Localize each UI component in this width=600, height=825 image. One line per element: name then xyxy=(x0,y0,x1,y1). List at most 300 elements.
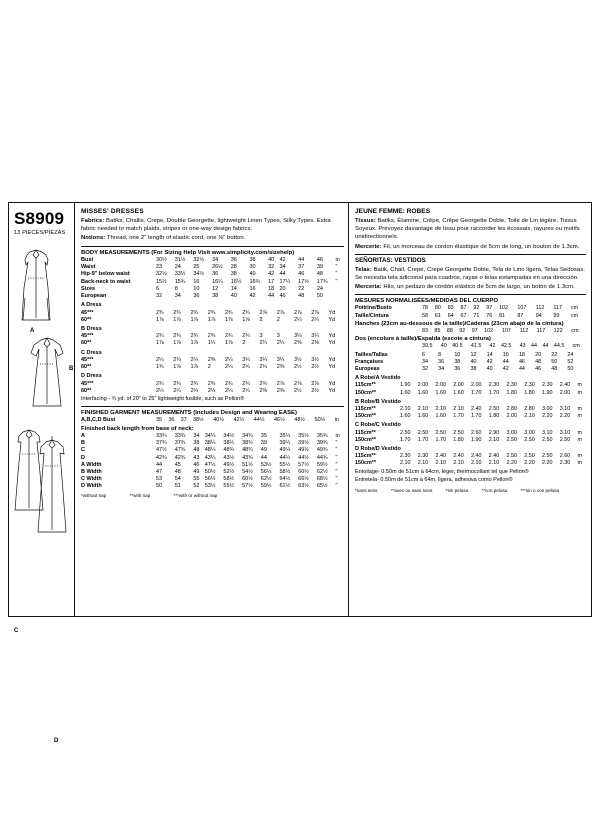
cell-unit: Yd xyxy=(328,333,336,340)
cell: 20 xyxy=(535,351,542,358)
row-label: European xyxy=(81,293,107,300)
cell: 2¼ xyxy=(225,387,233,394)
cell: 2.10 xyxy=(435,406,446,413)
cell: 14 xyxy=(486,351,493,358)
cell: 3½ xyxy=(294,356,302,363)
cell: 2⅜ xyxy=(294,340,302,347)
cell: 42 xyxy=(502,365,509,372)
cell: 42.5 xyxy=(500,342,512,349)
line-drawing-b xyxy=(27,336,74,412)
cell: 2⅜ xyxy=(311,340,319,347)
interfacing-note: Interfacing - ¾ yd. of 20" to 25" lightweight fusible, such as Pellon® xyxy=(81,395,245,402)
cell: 1.70 xyxy=(471,389,482,396)
cell-unit: in xyxy=(335,433,340,440)
cell: 2¾ xyxy=(207,333,216,340)
cell: 3¼ xyxy=(294,333,302,340)
row-label: Poitrine/Busto xyxy=(355,305,392,312)
footnote-es-3: ***sin o con pelusa xyxy=(520,488,560,494)
cell: 28 xyxy=(230,263,237,270)
row-label: 45*** xyxy=(81,380,94,387)
table-row xyxy=(81,417,344,424)
cell-unit: in xyxy=(335,256,340,263)
cell: 42¾ xyxy=(174,454,186,461)
cell: 2⅞ xyxy=(311,380,319,387)
metric-footnotes xyxy=(355,488,586,493)
cell: 97 xyxy=(471,327,478,334)
cell: 16 xyxy=(249,285,256,292)
cell: 2.10 xyxy=(471,460,482,467)
cell: 6 xyxy=(422,351,425,358)
cell: 16 xyxy=(502,351,509,358)
cell: 36 xyxy=(193,293,200,300)
spanish-title: SEÑORITAS: VESTIDOS xyxy=(355,256,426,264)
cell: 2.30 xyxy=(488,382,500,389)
cell: 43¼ xyxy=(204,454,216,461)
cell: 2⅞ xyxy=(259,309,268,316)
cell: 50 xyxy=(316,293,323,300)
cell: 2¼ xyxy=(156,387,164,394)
divider-4 xyxy=(355,294,586,295)
cell: 6 xyxy=(156,285,160,292)
cell-unit: cm xyxy=(570,305,579,312)
table-row xyxy=(355,453,586,460)
cell: 2.30 xyxy=(524,382,535,389)
cell: 10 xyxy=(454,351,461,358)
table-row xyxy=(355,343,586,350)
cell: 2¼ xyxy=(259,340,268,347)
cell: 34¼ xyxy=(204,433,216,440)
metric-group-title-a: A Robe/A Vestido xyxy=(355,375,401,382)
cell: 3.00 xyxy=(542,406,553,413)
cell: 32½ xyxy=(193,256,205,263)
cell: 2.10 xyxy=(400,406,411,413)
cell: 64½ xyxy=(279,475,291,482)
cell: 87 xyxy=(517,312,524,319)
cell: 2.10 xyxy=(524,413,535,420)
cell: 2.30 xyxy=(506,382,517,389)
row-label: Europeas xyxy=(355,365,380,372)
yardage-table-b xyxy=(81,333,344,347)
cell: 24 xyxy=(567,351,574,358)
hip-heading: Hanches (23cm au-dessous de la taille)/Caderas (23cm abajo de la cintura) xyxy=(355,320,564,327)
table-row xyxy=(81,381,344,388)
fig-label-c: C xyxy=(14,628,19,634)
cell: 1.60 xyxy=(400,413,411,420)
cell: 52 xyxy=(567,358,574,365)
cell: 30 xyxy=(249,263,256,270)
cell: 49¾ xyxy=(316,447,328,454)
cell: 1⅞ xyxy=(156,316,164,323)
notions-text: Thread, one 2" length of elastic cord, one ⅜" button. xyxy=(106,235,246,242)
finished-bust-table xyxy=(81,417,344,424)
cell: 44½ xyxy=(253,417,265,424)
cell: 2.30 xyxy=(400,453,411,460)
cell: 39½ xyxy=(298,440,309,447)
cell: 16¾ xyxy=(249,278,261,285)
table-row xyxy=(81,279,344,286)
cell: 47¾ xyxy=(174,447,186,454)
cell: 2.10 xyxy=(453,406,464,413)
cell: 40 xyxy=(249,271,256,278)
cell: 122 xyxy=(553,327,563,334)
cell-unit: in xyxy=(334,417,340,424)
cell: 48 xyxy=(551,365,558,372)
cell: 99 xyxy=(553,312,560,319)
cell: 2.50 xyxy=(400,429,411,436)
merceria-label: Merceria: xyxy=(355,284,382,291)
cell: 12 xyxy=(470,351,477,358)
cell: 2¼ xyxy=(173,387,181,394)
cell: 2¼ xyxy=(242,387,250,394)
table-row xyxy=(81,333,344,340)
cell: 2.20 xyxy=(542,460,553,467)
cell: 1.60 xyxy=(417,413,429,420)
cell: 31½ xyxy=(174,256,186,263)
cell: 3¼ xyxy=(242,356,250,363)
table-row xyxy=(81,257,344,264)
cell: 50 xyxy=(567,365,574,372)
row-label: 60** xyxy=(81,340,92,347)
cell: 1⅞ xyxy=(225,340,233,347)
cell-unit: m xyxy=(577,429,582,436)
cell: 39¼ xyxy=(279,440,291,447)
cell: 47½ xyxy=(156,447,167,454)
table-row xyxy=(81,364,344,371)
telas-block xyxy=(355,266,586,282)
cell-unit: cm xyxy=(570,312,579,319)
cell: 46½ xyxy=(274,417,285,424)
back-length-heading: Finished back length from base of neck: xyxy=(81,426,194,433)
cell-unit: m xyxy=(577,453,582,460)
cell: 2.40 xyxy=(559,382,571,389)
cell: 52½ xyxy=(223,468,235,475)
cell: 40 xyxy=(470,358,477,365)
cell: 2.50 xyxy=(417,429,429,436)
cell: 40½ xyxy=(213,417,224,424)
cell: 48¾ xyxy=(223,447,235,454)
cell: 18 xyxy=(518,351,525,358)
cell: 2¼ xyxy=(225,356,233,363)
cell: 2¾ xyxy=(225,309,233,316)
footnote-fr-2: **avec ou sans sens xyxy=(390,488,433,494)
cell: 35 xyxy=(260,433,267,440)
cell: 2¼ xyxy=(259,364,268,371)
cell: 117 xyxy=(536,327,546,334)
cell: 53½ xyxy=(204,482,216,489)
cell: 58½ xyxy=(223,475,235,482)
cell: 39¾ xyxy=(316,440,328,447)
french-title: JEUNE FEMME: ROBES xyxy=(355,208,431,215)
row-label: Bust xyxy=(81,256,94,263)
cell: 2.20 xyxy=(506,460,517,467)
table-row xyxy=(355,313,586,320)
cell: 1.80 xyxy=(453,436,464,443)
footnote-es-2: **con pelusa xyxy=(481,488,508,494)
cell: 2.50 xyxy=(506,436,517,443)
metric-yardage-c xyxy=(355,430,586,444)
cell: 44¼ xyxy=(279,454,291,461)
cell: 112 xyxy=(535,305,545,312)
line-drawing-d xyxy=(34,436,70,744)
cell: 34½ xyxy=(193,271,205,278)
table-row xyxy=(81,293,344,300)
cell: 107 xyxy=(517,305,527,312)
cell: 2.30 xyxy=(417,453,429,460)
cell-unit xyxy=(336,286,344,293)
cell-unit: " xyxy=(335,278,338,285)
cell: 16½ xyxy=(230,278,242,285)
cell: 2¾ xyxy=(156,309,164,316)
cell: 34½ xyxy=(223,433,235,440)
row-label: 115cm** xyxy=(355,453,376,460)
cell: 63½ xyxy=(298,482,309,489)
cell-unit xyxy=(584,352,586,359)
cell: 47½ xyxy=(204,461,216,468)
cell: 46 xyxy=(316,256,323,263)
entoilage-note: Entoilage- 0.50m de 51cm à 64cm, léger, thermocollant tel que Pellon® xyxy=(355,469,529,476)
cell-unit: m xyxy=(577,460,582,467)
cell: 35 xyxy=(156,417,163,424)
cell-unit: " xyxy=(335,263,338,270)
cell: 2.40 xyxy=(471,453,482,460)
yardage-table-a xyxy=(81,310,344,324)
mercerie-label: Mercerie: xyxy=(355,243,382,250)
row-label: Françaises xyxy=(355,358,384,365)
yardage-group-title-a: A Dress xyxy=(81,302,102,309)
table-row xyxy=(81,271,344,278)
cell: 2.80 xyxy=(524,406,535,413)
cell: 61½ xyxy=(279,482,291,489)
cell: 80 xyxy=(434,305,441,312)
cell: 50 xyxy=(156,482,163,489)
yardage-group-title-b: B Dress xyxy=(81,325,102,332)
cell: 2⅞ xyxy=(276,309,285,316)
row-label: 150cm** xyxy=(355,413,376,420)
cell: 2¾ xyxy=(242,309,250,316)
cell: 51 xyxy=(174,482,181,489)
cell: 1⅞ xyxy=(225,316,233,323)
body-measurements-heading: BODY MEASUREMENTS (For Sizing Help Visit www.simplicity.com/sizehelp) xyxy=(81,249,295,256)
cell: 38½ xyxy=(192,417,204,424)
cell: 1⅞ xyxy=(190,340,199,347)
cell: 43¾ xyxy=(242,454,253,461)
table-row xyxy=(81,469,344,476)
row-label: D Width xyxy=(81,482,102,489)
cell: 2.10 xyxy=(435,460,446,467)
cell-unit: m xyxy=(577,406,582,413)
cell: 54 xyxy=(174,475,181,482)
cell: 62½ xyxy=(260,475,272,482)
cell: 102 xyxy=(499,305,509,312)
cell: 34 xyxy=(193,433,200,440)
cell: 3.00 xyxy=(524,429,535,436)
cell: 2.40 xyxy=(435,453,446,460)
cell: 48 xyxy=(316,271,323,278)
cell: 2.50 xyxy=(488,406,500,413)
cell: 36 xyxy=(454,365,461,372)
cell: 32 xyxy=(156,293,163,300)
table-row xyxy=(81,317,344,324)
cell: 1¾ xyxy=(156,364,164,371)
cell: 33¾ xyxy=(174,433,186,440)
cell: 42¾ xyxy=(156,454,167,461)
cell: 2.50 xyxy=(506,453,517,460)
cell: 46 xyxy=(518,358,525,365)
cell: 22 xyxy=(298,285,305,292)
cell: 112 xyxy=(519,327,529,334)
cell: 42 xyxy=(486,358,493,365)
cell: 1⅞ xyxy=(173,340,181,347)
cell: 20 xyxy=(279,285,286,292)
metric-body-table xyxy=(355,305,586,319)
cell: 2¾ xyxy=(207,380,216,387)
row-label: A,B,C,D Bust xyxy=(81,417,116,424)
cell: 38½ xyxy=(223,440,235,447)
cell: 38 xyxy=(470,365,477,372)
row-label: Waist xyxy=(81,263,96,270)
cell: 55½ xyxy=(223,482,235,489)
cell: 2¾ xyxy=(190,380,199,387)
cell: 2¼ xyxy=(156,356,164,363)
cell-unit: " xyxy=(335,454,338,461)
cell: 2.50 xyxy=(542,453,553,460)
cell: 102 xyxy=(484,327,494,334)
row-label: D xyxy=(81,454,85,461)
cell: 3¼ xyxy=(259,356,268,363)
cell: 2.80 xyxy=(506,406,517,413)
back-heading: Dos (encolure à taille)/Espalda (escote a cintura) xyxy=(355,335,491,342)
cell: 1.60 xyxy=(400,389,411,396)
cell: 44 xyxy=(260,454,267,461)
cell: 87 xyxy=(460,305,467,312)
cell: 40 xyxy=(268,256,275,263)
metric-yardage-b xyxy=(355,406,586,420)
cell: 16¼ xyxy=(212,278,223,285)
cell: 34 xyxy=(438,365,445,372)
cell-unit: " xyxy=(335,271,338,278)
yardage-group-title-d: D Dress xyxy=(81,373,102,380)
table-row xyxy=(81,476,344,483)
cell: 16 xyxy=(193,278,200,285)
row-label: 60** xyxy=(81,364,92,371)
merceria-block xyxy=(355,283,586,291)
cell: 2.20 xyxy=(542,413,553,420)
french-spanish-column xyxy=(350,203,591,616)
tissus-block xyxy=(355,217,586,242)
yardage-group-title-c: C Dress xyxy=(81,349,102,356)
metric-measurements-heading: MESURES NORMALISÉES/MEDIDAS DEL CUERPO xyxy=(355,298,498,305)
cell: 2.60 xyxy=(559,453,571,460)
cell: 2.40 xyxy=(488,453,500,460)
cell: 117 xyxy=(553,305,562,312)
cell: 2¾ xyxy=(173,333,181,340)
cell: 2.10 xyxy=(400,460,411,467)
cell: 30½ xyxy=(156,256,167,263)
cell: 46 xyxy=(535,365,542,372)
row-label: B Width xyxy=(81,468,102,475)
cell: 2.10 xyxy=(488,436,500,443)
cell: 42 xyxy=(489,342,496,349)
cell: 24 xyxy=(174,263,181,270)
cell: 18 xyxy=(268,285,275,292)
cell: 1.70 xyxy=(417,436,429,443)
cell: 2.50 xyxy=(559,436,571,443)
cell-unit: cm xyxy=(571,327,579,334)
piece-count: 13 PIECES/PIEZAS xyxy=(14,230,66,236)
row-label: C xyxy=(81,447,85,454)
cell: 2.50 xyxy=(524,453,535,460)
fig-label-a: A xyxy=(30,328,35,334)
row-label: 150cm** xyxy=(355,436,376,443)
cell: 50½ xyxy=(314,417,326,424)
cell: 2.10 xyxy=(453,460,464,467)
cell: 36 xyxy=(230,256,237,263)
cell: 17 xyxy=(268,278,275,285)
cell: 2¼ xyxy=(276,340,285,347)
cell: 36 xyxy=(438,358,445,365)
cell: 2.00 xyxy=(417,382,429,389)
table-row xyxy=(355,366,586,373)
cell: 49 xyxy=(193,468,200,475)
cell: 2.00 xyxy=(471,382,482,389)
cell: 2¼ xyxy=(207,387,216,394)
body-measurements-table xyxy=(81,257,344,301)
cell: 83 xyxy=(447,305,454,312)
cell: 49 xyxy=(260,447,267,454)
cell: 35¾ xyxy=(316,433,328,440)
cell: 2¼ xyxy=(242,364,250,371)
cell-unit: Yd xyxy=(328,316,336,323)
cell: 2.00 xyxy=(453,382,464,389)
cell: 59½ xyxy=(316,461,328,468)
footnote-fr-1: *sans sens xyxy=(355,488,378,494)
row-label xyxy=(355,328,422,335)
cell-unit: m xyxy=(577,436,582,443)
cell: 2¼ xyxy=(311,316,319,323)
cell: 33½ xyxy=(174,271,186,278)
pattern-envelope-back xyxy=(8,202,592,744)
cell: 2.60 xyxy=(471,429,482,436)
row-label: A xyxy=(81,433,85,440)
cell: 2¾ xyxy=(225,380,233,387)
cell: 2.90 xyxy=(488,429,500,436)
cell: 60½ xyxy=(242,475,253,482)
row-label: 150cm** xyxy=(355,389,376,396)
row-label: 60** xyxy=(81,387,92,394)
cell: 66½ xyxy=(298,475,309,482)
cell: 78 xyxy=(422,305,428,312)
cell: 32 xyxy=(422,365,428,372)
cell: 10 xyxy=(193,285,200,292)
fig-label-b: B xyxy=(69,366,74,372)
cell: 68½ xyxy=(316,475,328,482)
table-row xyxy=(81,357,344,364)
divider-3 xyxy=(355,254,586,255)
cell: 2⅜ xyxy=(276,387,285,394)
cell: 1⅞ xyxy=(190,364,199,371)
cell: 37 xyxy=(298,263,305,270)
cell: 43 xyxy=(193,454,200,461)
cell: 44 xyxy=(268,293,275,300)
cell: 92 xyxy=(459,327,466,334)
table-row xyxy=(355,352,586,359)
cell: 40 xyxy=(486,365,493,372)
cell: 34¾ xyxy=(242,433,253,440)
cell: 38 xyxy=(193,440,200,447)
metric-group-title-c: C Robe/C Vestido xyxy=(355,422,401,429)
cell-unit xyxy=(584,366,586,373)
cell: 48½ xyxy=(294,417,305,424)
